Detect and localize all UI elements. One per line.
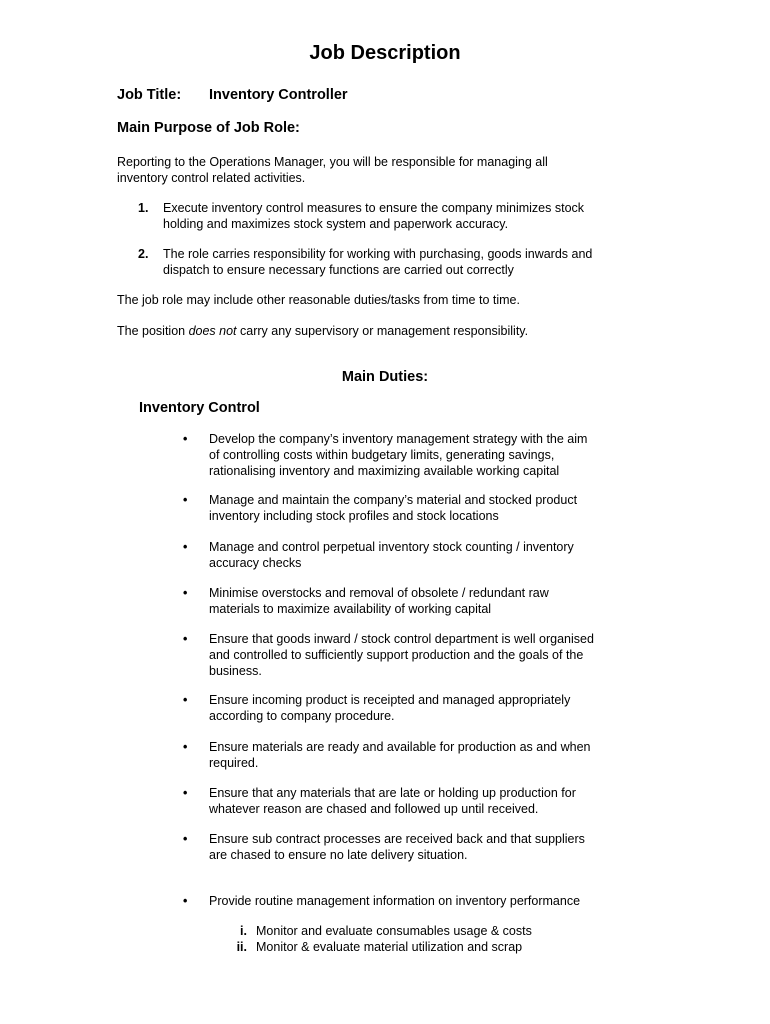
bullet-line: Ensure that any materials that are late or holding up production for — [209, 786, 576, 800]
sub-item-number: i. — [240, 924, 247, 938]
bullet-line: of controlling costs within budgetary limits, generating savings, — [209, 448, 555, 462]
bullet-line: whatever reason are chased and followed up until received. — [209, 802, 539, 816]
main-duties-heading: Main Duties: — [341, 369, 429, 385]
intro-line: Reporting to the Operations Manager, you will be responsible for managing all — [117, 155, 548, 169]
position-text: carry any supervisory or management responsibility. — [236, 324, 529, 338]
bullet-icon: • — [183, 493, 188, 507]
position-emphasis: does not — [188, 324, 237, 338]
bullet-line: Minimise overstocks and removal of obsolete / redundant raw — [209, 586, 549, 600]
sub-item-number: ii. — [236, 940, 247, 954]
bullet-icon: • — [183, 632, 188, 646]
item-line: holding and maximizes stock system and paperwork accuracy. — [163, 217, 509, 231]
bullet-text — [209, 431, 649, 479]
sub-item-text: Monitor & evaluate material utilization and scrap — [256, 940, 523, 954]
job-title-value: Inventory Controller — [209, 87, 348, 103]
purpose-heading: Main Purpose of Job Role: — [117, 120, 300, 136]
intro-line: inventory control related activities. — [117, 171, 306, 185]
position-paragraph — [117, 323, 657, 339]
bullet-line: and controlled to sufficiently support production and the goals of the — [209, 648, 584, 662]
bullet-text — [209, 692, 649, 724]
bullet-icon: • — [183, 432, 188, 446]
bullet-line: Ensure incoming product is receipted and managed appropriately — [209, 693, 571, 707]
bullet-text — [209, 631, 649, 679]
sub-item-text: Monitor and evaluate consumables usage & costs — [256, 924, 532, 938]
bullet-line: Manage and control perpetual inventory stock counting / inventory — [209, 540, 574, 554]
bullet-icon: • — [183, 894, 188, 908]
bullet-icon: • — [183, 693, 188, 707]
inventory-control-heading: Inventory Control — [139, 400, 260, 416]
bullet-line: accuracy checks — [209, 556, 302, 570]
bullet-text — [209, 831, 649, 863]
bullet-text — [209, 539, 649, 571]
include-paragraph: The job role may include other reasonable duties/tasks from time to time. — [117, 293, 520, 307]
bullet-line: Manage and maintain the company’s material and stocked product — [209, 493, 578, 507]
bullet-text — [209, 893, 649, 909]
bullet-text — [209, 492, 649, 524]
bullet-line: business. — [209, 664, 262, 678]
bullet-icon: • — [183, 740, 188, 754]
bullet-icon: • — [183, 832, 188, 846]
document-title: Job Description — [309, 42, 461, 64]
bullet-text — [209, 785, 649, 817]
bullet-line: according to company procedure. — [209, 709, 395, 723]
bullet-line: Ensure materials are ready and available for production as and when — [209, 740, 591, 754]
item-line: The role carries responsibility for working with purchasing, goods inwards and — [163, 247, 593, 261]
bullet-line: required. — [209, 756, 259, 770]
item-text — [163, 200, 663, 232]
bullet-line: rationalising inventory and maximizing available working capital — [209, 464, 560, 478]
job-title-label: Job Title: — [117, 87, 182, 103]
bullet-icon: • — [183, 586, 188, 600]
bullet-line: Ensure sub contract processes are received back and that suppliers — [209, 832, 585, 846]
intro-paragraph — [117, 154, 657, 186]
bullet-icon: • — [183, 786, 188, 800]
bullet-line: materials to maximize availability of working capital — [209, 602, 492, 616]
item-number: 1. — [138, 201, 149, 215]
item-number: 2. — [138, 247, 149, 261]
bullet-icon: • — [183, 540, 188, 554]
bullet-line: Ensure that goods inward / stock control department is well organised — [209, 632, 594, 646]
bullet-text — [209, 739, 649, 771]
bullet-line: inventory including stock profiles and stock locations — [209, 509, 499, 523]
bullet-line: Develop the company’s inventory management strategy with the aim — [209, 432, 588, 446]
item-line: Execute inventory control measures to ensure the company minimizes stock — [163, 201, 585, 215]
bullet-line: are chased to ensure no late delivery situation. — [209, 848, 468, 862]
position-text: The position — [117, 324, 189, 338]
item-line: dispatch to ensure necessary functions are carried out correctly — [163, 263, 514, 277]
bullet-line: Provide routine management information on inventory performance — [209, 894, 581, 908]
bullet-text — [209, 585, 649, 617]
item-text — [163, 246, 663, 278]
job-title-row — [117, 87, 348, 103]
